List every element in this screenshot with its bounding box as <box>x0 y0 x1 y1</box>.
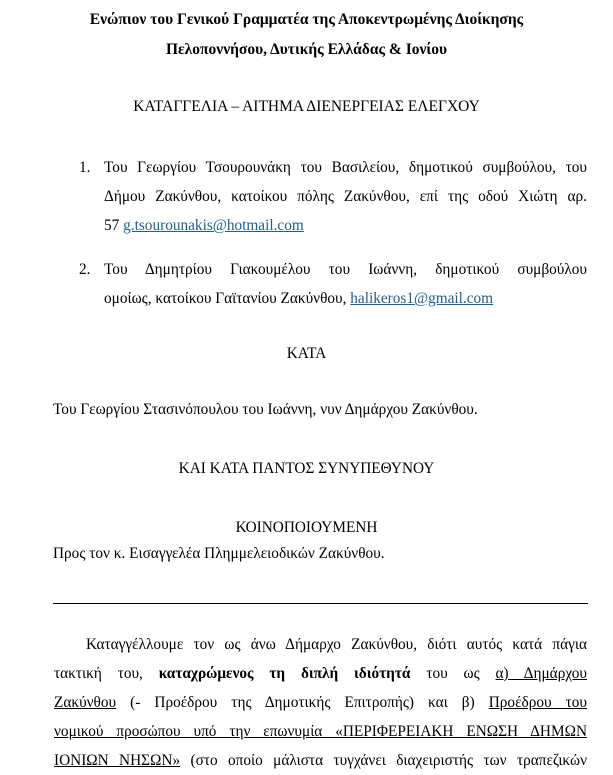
complainant-line: Δήμου Ζακύνθου, κατοίκου πόλης Ζακύνθου, επί της οδού Χιώτη αρ. <box>104 188 587 205</box>
list-item <box>104 153 587 240</box>
list-number: 1. <box>79 159 91 176</box>
paragraph-line: Καταγγέλλουμε τον ως άνω Δήμαρχο Ζακύνθου, διότι αυτός κατά πάγια <box>86 636 587 653</box>
addressee-line-1: Ενώπιον του Γενικού Γραμματέα της Αποκεντρωμένης Διοίκησης <box>89 11 524 28</box>
underlined-phrase: Ζακύνθου <box>54 694 117 711</box>
complainant-line: Του Γεωργίου Τσουρουνάκη του Βασιλείου, δημοτικού συμβούλου, του <box>104 159 587 176</box>
against-heading: ΚΑΤΑ <box>286 345 327 362</box>
complainant-residence: ομοίως, κατοίκου Γαϊτανίου Ζακύνθου, <box>104 290 347 307</box>
address-number: 57 <box>104 217 120 234</box>
list-number: 2. <box>79 261 91 278</box>
defendant-line: Του Γεωργίου Στασινόπουλου του Ιωάννη, νυν Δημάρχου Ζακύνθου. <box>53 401 478 418</box>
notified-to: Προς τον κ. Εισαγγελέα Πλημμελειοδικών Ζακύνθου. <box>53 545 385 562</box>
complainant-line-last <box>104 211 587 240</box>
complaint-paragraph <box>54 630 588 775</box>
text-run: τακτική του, <box>54 665 159 682</box>
co-responsible-heading: ΚΑΙ ΚΑΤΑ ΠΑΝΤΟΣ ΣΥΝΥΠΕΘΥΝΟΥ <box>178 460 435 477</box>
separator-line <box>53 603 588 604</box>
bold-phrase: καταχρώμενος τη διπλή ιδιότητά <box>158 665 411 682</box>
complainant-line-last <box>104 284 587 313</box>
underlined-phrase: νομικού προσώπου υπό την επωνυμία «ΠΕΡΙΦΕΡΕΙΑΚΗ ΕΝΩΣΗ ΔΗΜΩΝ <box>54 723 587 740</box>
email-link[interactable]: halikeros1@gmail.com <box>350 290 494 307</box>
text-run: (- Προέδρου της Δημοτικής Επιτροπής) και β) <box>116 694 489 711</box>
notified-heading: ΚΟΙΝΟΠΟΙΟΥΜΕΝΗ <box>235 519 378 536</box>
email-link[interactable]: g.tsourounakis@hotmail.com <box>123 217 304 234</box>
text-run: (στο οποίο μάλιστα τυγχάνει διαχειριστής των τραπεζικών <box>180 752 587 769</box>
addressee-line-2: Πελοποννήσου, Δυτικής Ελλάδας & Ιονίου <box>165 41 447 58</box>
complainant-line: Του Δημητρίου Γιακουμέλου του Ιωάννη, δημοτικού συμβούλου <box>104 261 587 278</box>
paragraph-line <box>54 688 587 717</box>
underlined-phrase: α) Δημάρχου <box>495 665 588 682</box>
list-item <box>104 255 587 313</box>
underlined-phrase: ΙΟΝΙΩΝ ΝΗΣΩΝ» <box>54 752 181 769</box>
paragraph-line <box>54 746 587 775</box>
paragraph-line <box>54 717 587 746</box>
text-run: του ως <box>410 665 496 682</box>
paragraph-line <box>54 659 587 688</box>
document-title: ΚΑΤΑΓΓΕΛΙΑ – ΑΙΤΗΜΑ ΔΙΕΝΕΡΓΕΙΑΣ ΕΛΕΓΧΟΥ <box>133 98 480 115</box>
underlined-phrase: Προέδρου του <box>488 694 587 711</box>
